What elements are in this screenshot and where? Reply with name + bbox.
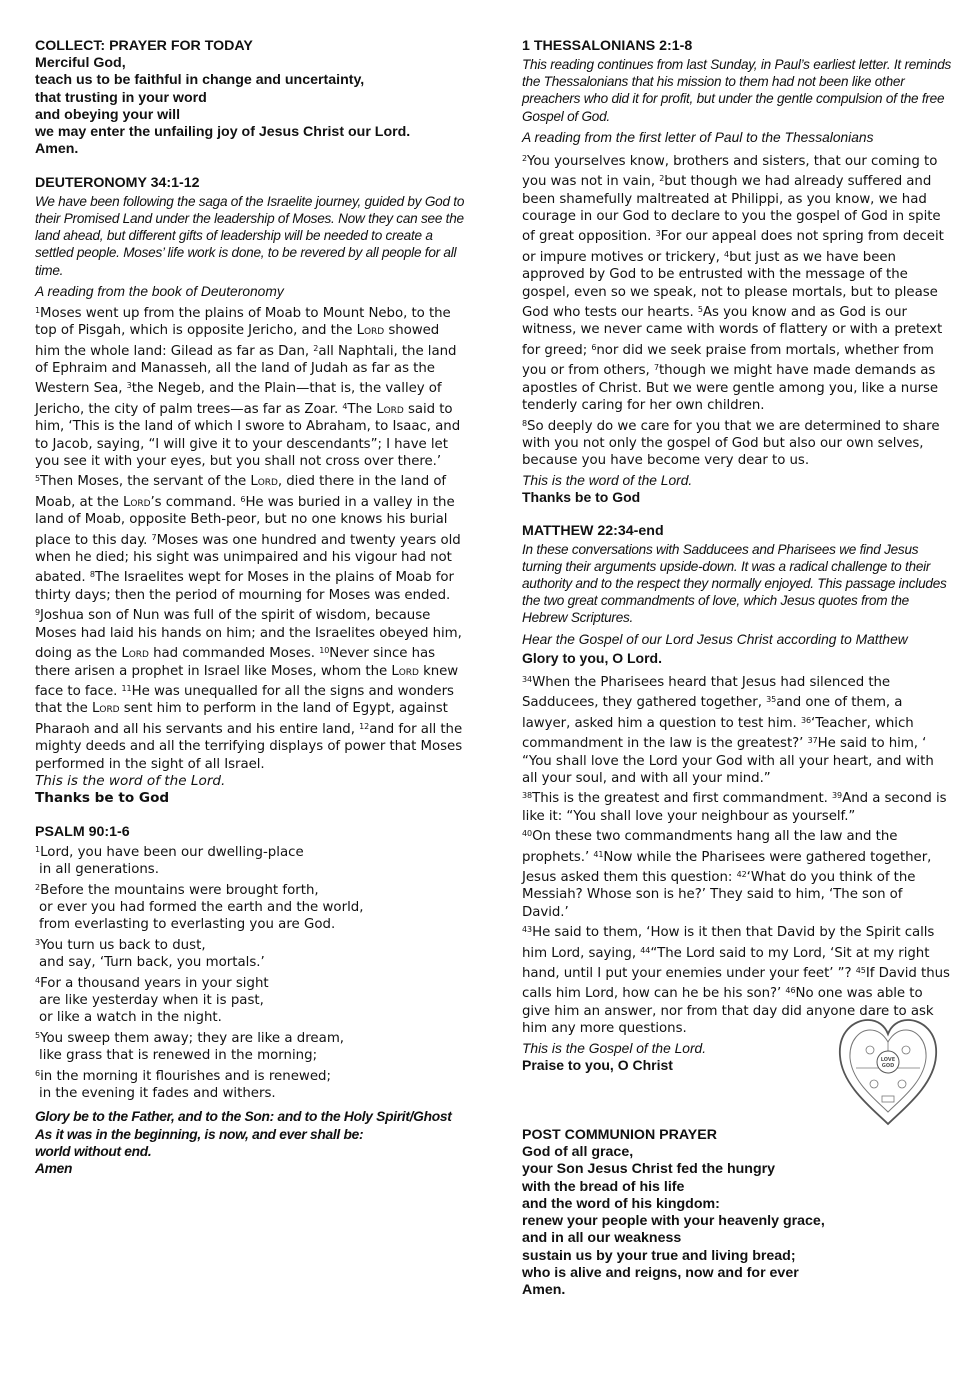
verse-text: nor did we seek praise from mortals, whether from you or from others, — [522, 342, 934, 379]
psalm-line: in all generations. — [39, 862, 160, 878]
verse-text: Then Moses, the servant of the Lord, died there in the land of Moab, at the Lord’s command. — [35, 474, 447, 510]
collect-line: Amen. — [35, 141, 79, 158]
gloria-line: Glory be to the Father, and to the Son: and to the Holy Spirit/Ghost — [35, 1109, 452, 1125]
psalm-line: $^5$You sweep them away; they are like a dream, — [35, 1030, 345, 1046]
post-communion-line: who is alive and reigns, now and for ever — [522, 1265, 799, 1282]
verse-number: 3 — [126, 381, 132, 391]
verse-text: and for all the mighty deeds and all the terrifying displays of power that Moses performed in the sight of all Israel. — [35, 721, 463, 772]
verse-number: 4 — [724, 249, 730, 259]
deuteronomy-reading-line: A reading from the book of Deuteronomy — [35, 283, 284, 299]
verse-number: 3 — [35, 937, 41, 947]
verse-number: 9 — [35, 608, 41, 618]
verse-number: 42 — [736, 870, 747, 880]
verse-text: And a second is like it: “You shall love your neighbour as yourself.” — [522, 791, 947, 824]
verse-text: “The Lord said to my Lord, ‘Sit at my right hand, until I put your enemies under your feet’ ”? — [522, 945, 930, 982]
collect-section — [35, 38, 467, 159]
verse-text: Moses went up from the plains of Moab to Mount Nebo, to the top of Pisgah, which is opposite Jericho, and the Lord showed him the whole land: Gilead as far as Dan, — [35, 305, 451, 359]
left-column — [35, 38, 467, 1178]
verse-number: 11 — [121, 683, 132, 693]
collect-line: we may enter the unfailing joy of Jesus Christ our Lord. — [35, 124, 411, 141]
deuteronomy-text — [35, 302, 467, 773]
collect-line: Merciful God, — [35, 55, 126, 71]
verse-text: So deeply do we care for you that we are determined to share with you not only the gospel of God but also our own selves, because you have become very dear to us. — [522, 418, 940, 469]
deuteronomy-response-bold: Thanks be to God — [35, 790, 170, 807]
thessalonians-intro: This reading continues from last Sunday, in Paul’s earliest letter. It reminds the Thessalonians that his mission to them had not been like other preachers who did it for profit, but under the gentle compulsion of the free Gospel of God. — [522, 57, 952, 124]
heart-love-god-icon — [836, 1012, 940, 1128]
verse-number: 1 — [35, 305, 41, 315]
verse-number: 5 — [35, 1030, 41, 1040]
verse-number: 12 — [359, 721, 370, 731]
psalm-line: $^6$in the morning it flourishes and is renewed; — [35, 1068, 332, 1084]
verse-number: 3 — [655, 229, 661, 239]
verse-number: 34 — [522, 674, 533, 684]
verse-number: 4 — [35, 975, 41, 985]
verse-number: 5 — [697, 305, 703, 315]
psalm-line: like grass that is renewed in the morning; — [39, 1048, 318, 1064]
verse-number: 10 — [319, 646, 330, 656]
collect-prayer — [35, 55, 467, 159]
verse-number: 2 — [313, 343, 319, 353]
verse-text: He was unequalled for all the signs and wonders that the Lord sent him to perform in the land of Egypt, against Pharaoh and all his servants and his entire land, — [35, 683, 454, 737]
gloria-line: As it was in the beginning, is now, and ever shall be: — [35, 1126, 364, 1142]
post-communion-line: Amen. — [522, 1282, 566, 1299]
deuteronomy-response-italic: This is the word of the Lord. — [35, 772, 226, 789]
verse-text: the Negeb, and the Plain—that is, the valley of Jericho, the city of palm trees—as far as Zoar. — [35, 381, 442, 417]
verse-number: 6 — [35, 1068, 41, 1078]
verse-text: As you know and as God is our witness, we never came with words of flattery or with a pretext for greed; — [522, 305, 943, 358]
verse-text: but just as we have been approved by God to be entrusted with the message of the gospel, even so we speak, not to please mortals, but to please God who tests our hearts. — [522, 249, 938, 321]
verse-number: 41 — [593, 849, 604, 859]
verse-number: 7 — [653, 363, 659, 373]
svg-text:LOVE: LOVE — [880, 1057, 896, 1063]
verse-number: 43 — [522, 925, 533, 935]
thessalonians-reading-line: A reading from the first letter of Paul to the Thessalonians — [522, 129, 874, 145]
matthew-response-italic: This is the Gospel of the Lord. — [522, 1040, 707, 1056]
thessalonians-section — [522, 38, 952, 507]
verse-text: He said to them, ‘How is it then that David by the Spirit calls him Lord, saying, — [522, 925, 935, 961]
post-communion-line: with the bread of his life — [522, 1178, 685, 1195]
deuteronomy-section — [35, 175, 467, 808]
thessalonians-response-bold: Thanks be to God — [522, 489, 641, 506]
post-communion-line: your Son Jesus Christ fed the hungry — [522, 1161, 776, 1178]
post-communion-prayer — [522, 1144, 952, 1300]
psalm-line: $^2$Before the mountains were brought forth, — [35, 882, 319, 898]
verse-text: You yourselves know, brothers and sisters, that our coming to you was not in vain, — [522, 153, 938, 190]
verse-number: 39 — [832, 791, 843, 801]
verse-number: 7 — [151, 532, 157, 542]
deuteronomy-intro: We have been following the saga of the Israelite journey, guided by God to their Promised Land under the leadership of Moses. Now they can see the land ahead, but different gifts of leadership will be needed to create a settled people. Moses’ life work is done, to be revered by all people for all time. — [35, 193, 465, 278]
matthew-reading-line: Hear the Gospel of our Lord Jesus Christ according to Matthew — [522, 631, 908, 647]
verse-number: 6 — [240, 494, 246, 504]
psalm-line: $^4$For a thousand years in your sight — [35, 975, 269, 991]
collect-heading: COLLECT: PRAYER FOR TODAY — [35, 38, 253, 54]
psalm-line: $^1$Lord, you have been our dwelling-place — [35, 844, 304, 860]
psalm-line: from everlasting to everlasting you are God. — [39, 917, 336, 933]
verse-text: Never since has there arisen a prophet in Israel like Moses, whom the Lord knew face to face. — [35, 646, 459, 699]
verse-number: 5 — [35, 474, 41, 484]
gloria-line: Amen — [35, 1161, 73, 1177]
thessalonians-response-italic: This is the word of the Lord. — [522, 472, 693, 488]
collect-line: that trusting in your word — [35, 89, 207, 106]
verse-number: 8 — [89, 570, 95, 580]
collect-line: and obeying your will — [35, 106, 181, 123]
verse-number: 45 — [855, 966, 866, 976]
collect-line: teach us to be faithful in change and uncertainty, — [35, 72, 365, 89]
verse-text: but though we had already suffered and been shamefully maltreated at Philippi, as you know, we had courage in our God to declare to you the gospel of God in spite of great opposition. — [522, 174, 941, 245]
psalm-section — [35, 824, 467, 1178]
verse-number: 38 — [522, 791, 533, 801]
psalm-line: are like yesterday when it is past, — [39, 993, 264, 1009]
verse-text: When the Pharisees heard that Jesus had silenced the Sadducees, they gathered together, — [522, 674, 891, 711]
verse-text: Moses was one hundred and twenty years old when he died; his sight was unimpaired and his vigour had not abated. — [35, 532, 461, 586]
matthew-intro: In these conversations with Sadducees and Pharisees we find Jesus turning their arguments upside-down. It was a radical challenge to their authority and to the respect they normally enjoyed. This passage includes the two great commandments of love, which Jesus quotes from the Hebrew Scriptures. — [522, 541, 947, 626]
verse-text: For our appeal does not spring from deceit or impure motives or trickery, — [522, 229, 944, 265]
post-communion-line: sustain us by your true and living bread; — [522, 1247, 796, 1264]
verse-text: ‘Teacher, which commandment in the law is the greatest?’ — [522, 715, 914, 752]
matthew-glory: Glory to you, O Lord. — [522, 649, 662, 666]
post-communion-line: and the word of his kingdom: — [522, 1195, 720, 1212]
thessalonians-heading: 1 THESSALONIANS 2:1-8 — [522, 38, 693, 54]
verse-text: On these two commandments hang all the law and the prophets.’ — [522, 829, 898, 865]
matthew-heading: MATTHEW 22:34-end — [522, 522, 664, 539]
verse-text: He said to him, ‘ “You shall love the Lord your God with all your heart, and with all your soul, and with all your mind.” — [522, 736, 934, 786]
gloria-line: world without end. — [35, 1144, 152, 1160]
post-communion-section — [522, 1127, 952, 1300]
verse-number: 2 — [659, 174, 665, 184]
verse-number: 37 — [807, 736, 818, 746]
gloria — [35, 1108, 467, 1177]
verse-number: 40 — [522, 829, 533, 839]
verse-number: 4 — [342, 401, 348, 411]
verse-text: Joshua son of Nun was full of the spirit of wisdom, because Moses had laid his hands on him; and the Israelites obeyed him, doing as the Lord had commanded Moses. — [35, 608, 462, 662]
verse-number: 35 — [766, 695, 777, 705]
svg-text:GOD: GOD — [881, 1063, 895, 1069]
psalm-line: or like a watch in the night. — [39, 1010, 222, 1026]
verse-text: No one was able to give him an answer, nor from that day did anyone dare to ask him any more questions. — [522, 986, 934, 1037]
verse-text: He was buried in a valley in the land of Moab, opposite Beth-peor, but no one knows his burial place to this day. — [35, 494, 455, 548]
psalm-line: and say, ‘Turn back, you mortals.’ — [39, 955, 265, 971]
post-communion-line: and in all our weakness — [522, 1230, 682, 1247]
verse-number: 6 — [591, 342, 597, 352]
psalm-line: $^3$You turn us back to dust, — [35, 937, 206, 953]
verse-number: 36 — [800, 715, 812, 725]
psalm-heading: PSALM 90:1-6 — [35, 823, 130, 840]
matthew-response-bold: Praise to you, O Christ — [522, 1057, 673, 1074]
post-communion-line: God of all grace, — [522, 1144, 634, 1160]
verse-number: 2 — [522, 153, 528, 163]
verse-text: The Lord said to him, ‘This is the land of which I swore to Abraham, to Isaac, and to Jacob, saying, “I will give it to your descendants”; I have let you see it with your eyes, but you shall not cross over there.’ — [35, 401, 461, 470]
right-column — [522, 38, 952, 1299]
verse-number: 8 — [522, 418, 528, 428]
thessalonians-text — [522, 150, 952, 470]
psalm-line: in the evening it fades and withers. — [39, 1086, 276, 1102]
verse-number: 44 — [640, 945, 651, 955]
verse-number: 46 — [785, 986, 796, 996]
psalm-line: or ever you had formed the earth and the world, — [39, 899, 364, 915]
verse-text: If David thus calls him Lord, how can he be his son?’ — [522, 966, 950, 1002]
verse-text: Now while the Pharisees were gathered together, Jesus asked them this question: — [522, 849, 932, 886]
verse-text: ‘What do you think of the Messiah? Whose son is he?’ They said to him, ‘The son of David.’ — [522, 870, 916, 920]
matthew-section — [522, 523, 952, 1075]
psalm-text — [35, 841, 467, 1103]
verse-text: though we might have made demands as apostles of Christ. But we were gentle among you, like a nurse tenderly caring for her own children. — [522, 363, 939, 414]
verse-number: 2 — [35, 882, 41, 892]
post-communion-line: renew your people with your heavenly grace, — [522, 1213, 825, 1230]
deuteronomy-heading: DEUTERONOMY 34:1-12 — [35, 174, 200, 191]
verse-text: all Naphtali, the land of Ephraim and Manasseh, all the land of Judah as far as the Western Sea, — [35, 343, 457, 397]
post-communion-heading: POST COMMUNION PRAYER — [522, 1127, 717, 1143]
verse-number: 1 — [35, 844, 41, 854]
verse-text: The Israelites wept for Moses in the plains of Moab for thirty days; then the period of mourning for Moses was ended. — [35, 570, 454, 603]
verse-text: and one of them, a lawyer, asked him a question to test him. — [522, 695, 903, 731]
verse-text: This is the greatest and first commandment. — [532, 791, 833, 807]
matthew-text — [522, 671, 952, 1038]
